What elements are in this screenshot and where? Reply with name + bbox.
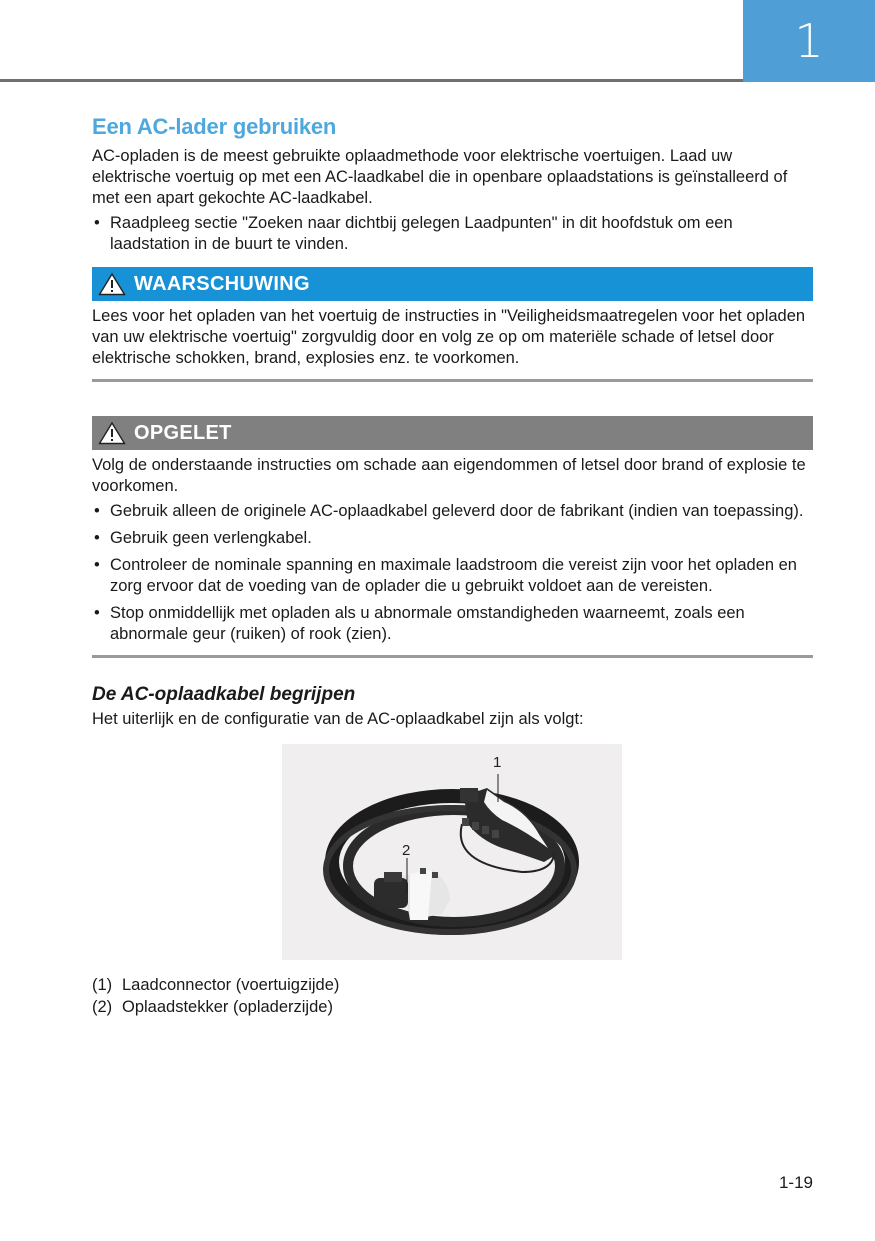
bullet-icon: • (94, 214, 100, 232)
warning-triangle-icon (98, 272, 126, 296)
section-title: Een AC-lader gebruiken (92, 114, 337, 139)
warning-header (92, 267, 813, 301)
list-item: • Gebruik geen verlengkabel. (94, 529, 312, 547)
list-item: • Stop onmiddellijk met opladen als u abnormale omstandigheden waarneemt, zoals een abnormale geur (ruiken) of rook (zien). (94, 604, 745, 643)
caution-bullets (92, 501, 813, 645)
warning-triangle-icon (98, 421, 126, 445)
warning-text: Lees voor het opladen van het voertuig de instructies in "Veiligheidsmaatregelen voor het opladen van uw elektrische voertuig" zorgvuldig door en volg ze op om materiële schade of letsel door elektrische schokken, brand, explosies enz. te voorkomen. (92, 307, 806, 367)
list-item: • Gebruik alleen de originele AC-oplaadkabel geleverd door de fabrikant (indien van toepassing). (94, 502, 804, 520)
legend-item: (1) Laadconnector (voertuigzijde) (92, 976, 340, 994)
warning-body (92, 301, 813, 382)
bullet-icon: • (94, 604, 100, 622)
list-item: • Raadpleeg sectie "Zoeken naar dichtbij gelegen Laadpunten" in dit hoofdstuk om een laadstation in de buurt te vinden. (94, 214, 733, 253)
caution-label: OPGELET (134, 421, 232, 444)
callout-2: 2 (402, 842, 411, 859)
chapter-tab (743, 0, 875, 82)
charging-cable-figure (282, 744, 622, 960)
callout-1: 1 (493, 754, 502, 771)
list-item: • Controleer de nominale spanning en maximale laadstroom die vereist zijn voor het opladen en zorg ervoor dat de voeding van de oplader die u gebruikt voldoet aan de vereisten. (94, 556, 797, 595)
legend-item: (2) Oplaadstekker (opladerzijde) (92, 998, 333, 1016)
charging-cable-illustration (282, 744, 622, 960)
caution-header (92, 416, 813, 450)
page-number: 1-19 (778, 1173, 813, 1192)
subsection-title: De AC-oplaadkabel begrijpen (92, 684, 356, 705)
caution-body (92, 450, 813, 658)
warning-box (92, 267, 813, 382)
bullet-icon: • (94, 556, 100, 574)
caution-text: Volg de onderstaande instructies om schade aan eigendommen of letsel door brand of explosie te voorkomen. (92, 456, 806, 495)
caution-box (92, 416, 813, 658)
warning-label: WAARSCHUWING (134, 272, 310, 295)
header-rule (0, 79, 743, 82)
section-intro: AC-opladen is de meest gebruikte oplaadmethode voor elektrische voertuigen. Laad uw elektrische voertuig op met een AC-laadkabel die in openbare oplaadstations is geïnstalleerd of met een apart gekochte AC-laadkabel. (92, 147, 788, 207)
section-bullets (92, 213, 813, 255)
page-content (92, 114, 813, 1018)
chapter-number: 1 (794, 14, 824, 68)
bullet-icon: • (94, 529, 100, 547)
subsection-intro: Het uiterlijk en de configuratie van de AC-oplaadkabel zijn als volgt: (92, 710, 584, 728)
bullet-icon: • (94, 502, 100, 520)
figure-legend (92, 974, 813, 1018)
